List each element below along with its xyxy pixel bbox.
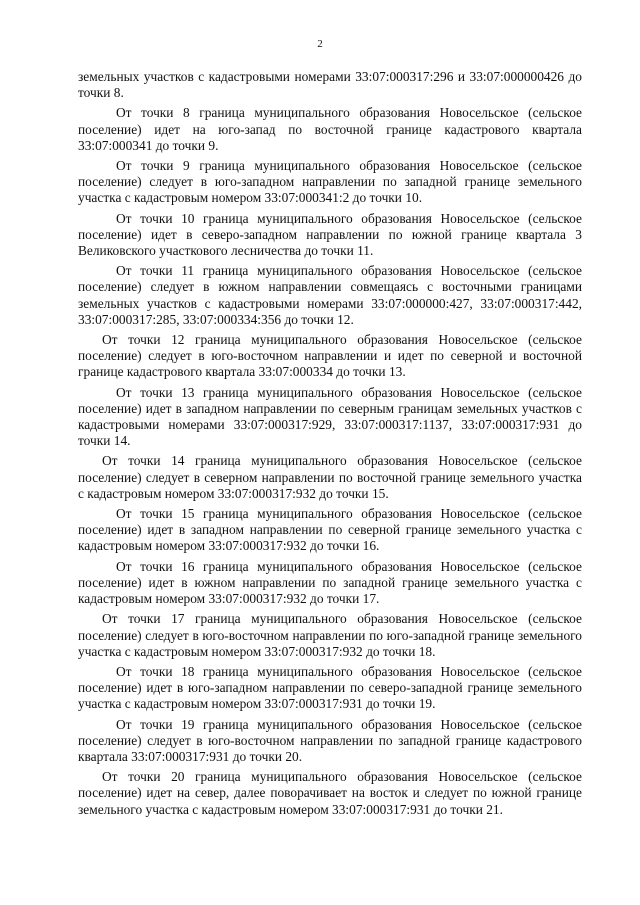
- paragraph-point-10: От точки 10 граница муниципального образования Новосельское (сельское поселение) идет в северо-западном направлении по южной границе квартала 3 Великовского участкового лесничества до точки 11.: [78, 210, 582, 259]
- paragraph-continuation: земельных участков с кадастровыми номерами 33:07:000317:296 и 33:07:000000426 до точки 8.: [78, 69, 582, 101]
- paragraph-point-14: От точки 14 граница муниципального образования Новосельское (сельское поселение) следует в северном направлении по восточной границе земельного участка с кадастровым номером 33:07:000317:932 до точки 15.: [78, 453, 582, 501]
- paragraph-point-9: От точки 9 граница муниципального образования Новосельское (сельское поселение) следует в юго-западном направлении по западной границе земельного участка с кадастровым номером 33:07:000341:2 до точки 10.: [78, 158, 582, 206]
- paragraph-point-20: От точки 20 граница муниципального образования Новосельское (сельское поселение) идет на север, далее поворачивает на восток и следует по южной границе земельного участка с кадастровым номером 33:07:000317:931 до точки 21.: [78, 769, 582, 817]
- paragraph-point-19: От точки 19 граница муниципального образования Новосельское (сельское поселение) следует в юго-восточном направлении по западной границе кадастрового квартала 33:07:000317:931 до точки 20.: [78, 716, 582, 764]
- page-number: 2: [317, 38, 323, 50]
- paragraph-point-16: От точки 16 граница муниципального образования Новосельское (сельское поселение) идет в южном направлении по западной границе земельного участка с кадастровым номером 33:07:000317:932 до точки 17.: [78, 558, 582, 607]
- paragraph-point-18: От точки 18 граница муниципального образования Новосельское (сельское поселение) идет в юго-западном направлении по северо-западной границе земельного участка с кадастровым номером 33:07:000317:931 до точки 19.: [78, 663, 582, 712]
- paragraph-point-13: От точки 13 граница муниципального образования Новосельское (сельское поселение) идет в западном направлении по северным границам земельных участков с кадастровыми номерами 33:07:000317:929, 33:07:000317:1137, 33:07:000317:931 до точки 14.: [78, 384, 582, 449]
- document-body: [78, 69, 582, 818]
- paragraph-point-8: От точки 8 граница муниципального образования Новосельское (сельское поселение) идет на юго-запад по восточной границе кадастрового квартала 33:07:000341 до точки 9.: [78, 105, 582, 153]
- paragraph-point-12: От точки 12 граница муниципального образования Новосельское (сельское поселение) следует в юго-восточном направлении и идет по северной и восточной границе кадастрового квартала 33:07:000334 до точки 13.: [78, 332, 582, 380]
- paragraph-point-11: От точки 11 граница муниципального образования Новосельское (сельское поселение) следует в южном направлении совмещаясь с восточными границами земельных участков с кадастровыми номерами 33:07:000000:427, 33:07:000317:442, 33:07:000317:285, 33:07:000334:356 до точки 12.: [78, 263, 582, 327]
- paragraph-point-17: От точки 17 граница муниципального образования Новосельское (сельское поселение) следует в юго-восточном направлении по юго-западной границе земельного участка с кадастровым номером 33:07:000317:932 до точки 18.: [78, 611, 582, 659]
- paragraph-point-15: От точки 15 граница муниципального образования Новосельское (сельское поселение) идет в западном направлении по северной границе земельного участка с кадастровым номером 33:07:000317:932 до точки 16.: [78, 506, 582, 554]
